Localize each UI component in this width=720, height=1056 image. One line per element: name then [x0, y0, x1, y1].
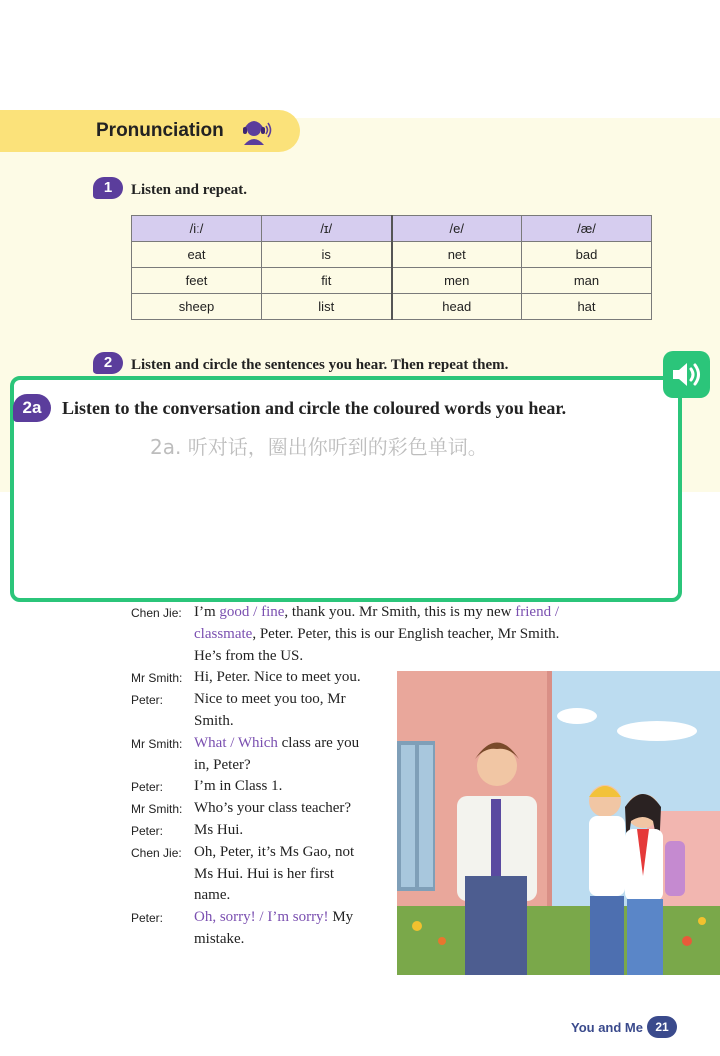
dialogue-line	[194, 909, 353, 926]
section-title: Pronunciation	[96, 120, 224, 141]
dialogue-text: in, Peter?	[194, 756, 251, 773]
dialogue-text: name.	[194, 887, 231, 904]
dialogue-text: , Peter. Peter, this is our English teacher, Mr Smith.	[252, 625, 560, 642]
dialogue-text: Oh, Peter, it’s Ms Gao, not	[194, 843, 355, 860]
dialogue-line	[194, 691, 346, 708]
overlay-translation: 2a. 听对话，圈出你听到的彩色单词。	[150, 435, 488, 459]
dialogue-line	[194, 887, 230, 904]
classroom-illustration	[397, 671, 720, 975]
dialogue-text: Ms Hui.	[194, 822, 244, 838]
dialogue-speaker: Mr Smith:	[131, 671, 183, 686]
table-header: /e/	[392, 216, 522, 242]
table-header: /ɪ/	[262, 216, 392, 242]
dialogue-text: Smith.	[194, 713, 234, 729]
play-audio-button[interactable]	[663, 351, 710, 398]
dialogue-line	[194, 757, 251, 774]
dialogue-line	[194, 866, 334, 883]
table-header: /æ/	[522, 216, 652, 242]
footer-unit-title: You and Me	[571, 1020, 643, 1035]
dialogue-text: Nice to meet you too, Mr	[194, 691, 346, 708]
table-cell: hat	[522, 294, 652, 320]
circle-option-word[interactable]: Oh, sorry! / I’m sorry!	[194, 909, 329, 926]
dialogue-line	[194, 713, 234, 730]
table-cell: net	[392, 242, 522, 268]
headset-icon	[240, 117, 272, 147]
dialogue-text: Ms Hui. Hui is her first	[194, 865, 334, 882]
table-row	[132, 268, 652, 294]
dialogue-text: My	[328, 909, 354, 926]
dialogue-line	[194, 648, 303, 665]
dialogue-text: He’s from the US.	[194, 647, 304, 664]
exercise-2-badge: 2	[93, 352, 123, 374]
circle-option-word[interactable]: What / Which	[194, 734, 278, 751]
dialogue-speaker: Peter:	[131, 693, 164, 708]
dialogue-speaker: Mr Smith:	[131, 802, 183, 817]
table-cell: is	[262, 242, 392, 268]
dialogue-speaker: Peter:	[131, 780, 164, 795]
table-cell: list	[262, 294, 392, 320]
table-cell: sheep	[132, 294, 262, 320]
dialogue-line	[194, 669, 361, 686]
exercise-1-badge: 1	[93, 177, 123, 199]
table-cell: bad	[522, 242, 652, 268]
phonics-table	[131, 215, 652, 320]
table-cell: eat	[132, 242, 262, 268]
circle-option-word[interactable]: classmate	[194, 625, 253, 642]
table-cell: fit	[262, 268, 392, 294]
exercise-2a-badge: 2a	[13, 394, 51, 422]
dialogue-text: Hi, Peter. Nice to meet you.	[194, 669, 361, 686]
overlay-instruction: Listen to the conversation and circle the coloured words you hear.	[62, 398, 567, 418]
dialogue-speaker: Peter:	[131, 824, 164, 838]
dialogue-speaker: Chen Jie:	[131, 845, 182, 860]
dialogue-text: , thank you. Mr Smith, this is my new	[284, 604, 516, 620]
exercise-1-instruction: Listen and repeat.	[131, 182, 247, 198]
dialogue-text: class are you	[277, 734, 360, 751]
table-row	[132, 294, 652, 320]
dialogue-text: Who’s your class teacher?	[194, 800, 352, 817]
dialogue-text: I’m	[194, 604, 220, 620]
table-cell: head	[392, 294, 522, 320]
dialogue-line	[194, 626, 559, 643]
speaker-icon	[663, 351, 710, 398]
dialogue-text: mistake.	[194, 931, 245, 947]
dialogue-speaker: Mr Smith:	[131, 736, 183, 751]
table-header: /iː/	[132, 216, 262, 242]
page-number: 21	[647, 1016, 677, 1038]
table-cell: feet	[132, 268, 262, 294]
table-cell: man	[522, 268, 652, 294]
table-row	[132, 242, 652, 268]
dialogue-line	[194, 822, 243, 839]
dialogue-line	[194, 735, 359, 752]
circle-option-word[interactable]: good / fine	[219, 604, 285, 620]
dialogue-line	[194, 800, 351, 817]
exercise-2-instruction: Listen and circle the sentences you hear. Then repeat them.	[131, 357, 509, 373]
dialogue-line	[194, 931, 244, 948]
exercise-background-tab	[280, 118, 720, 138]
circle-option-word[interactable]: friend /	[515, 604, 559, 620]
table-cell: men	[392, 268, 522, 294]
dialogue-line	[194, 604, 559, 621]
dialogue-line	[194, 844, 354, 861]
dialogue-speaker: Chen Jie:	[131, 606, 182, 620]
table-header-row	[132, 216, 652, 242]
dialogue-line	[194, 778, 282, 795]
dialogue-text: I’m in Class 1.	[194, 778, 283, 795]
dialogue-speaker: Peter:	[131, 911, 164, 926]
